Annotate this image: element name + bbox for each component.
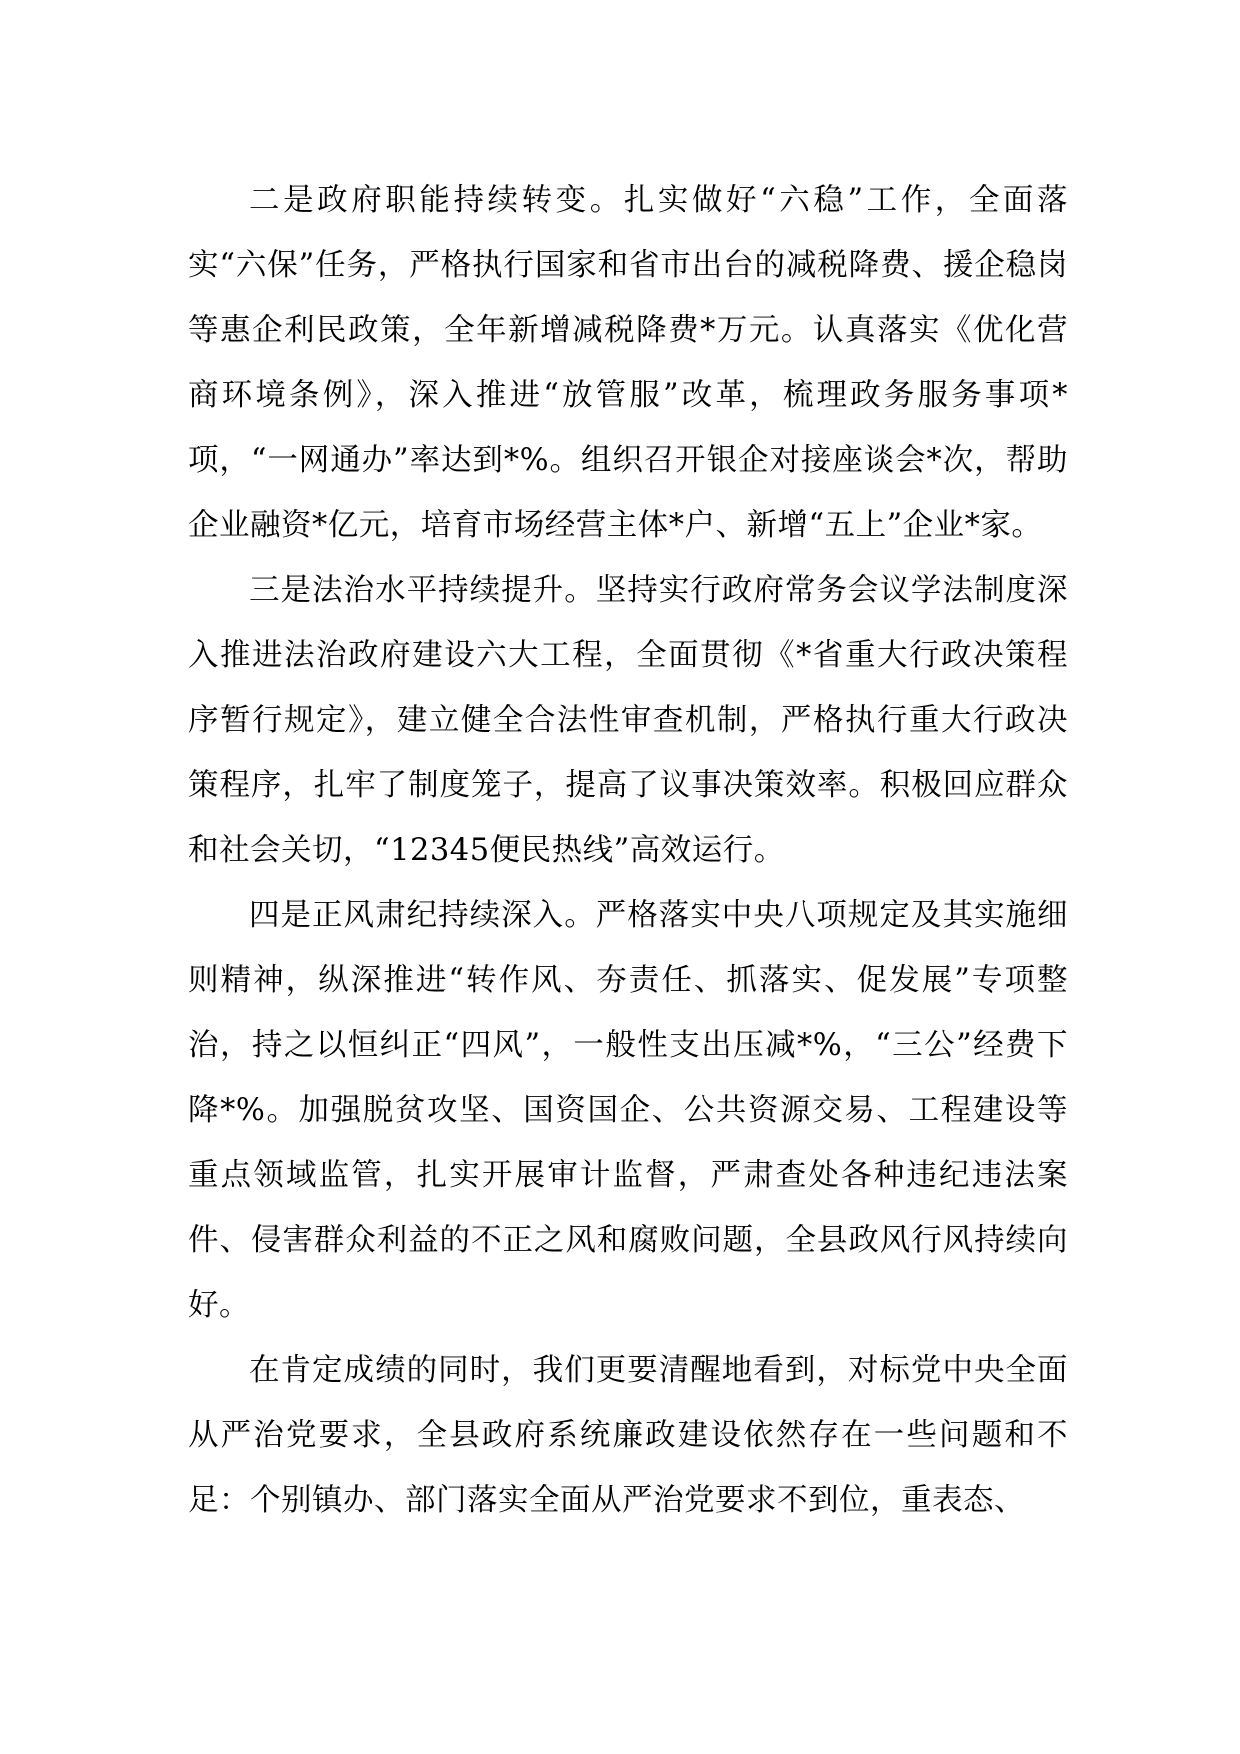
paragraph-problems: 在肯定成绩的同时，我们更要清醒地看到，对标党中央全面从严治党要求，全县政府系统廉政建设依然存在一些问题和不足：个别镇办、部门落实全面从严治党要求不到位，重表态、	[188, 1353, 1068, 1518]
paragraph-government-functions: 二是政府职能持续转变。扎实做好“六稳”工作，全面落实“六保”任务，严格执行国家和省市出台的减税降费、援企稳岗等惠企利民政策，全年新增减税降费*万元。认真落实《优化营商环境条例》，深入推进“放管服”改革，梳理政务服务事项*项，“一网通办”率达到*%。组织召开银企对接座谈会*次，帮助企业融资*亿元，培育市场经营主体*户、新增“五上”企业*家。	[188, 183, 1068, 543]
paragraph-discipline: 四是正风肃纪持续深入。严格落实中央八项规定及其实施细则精神，纵深推进“转作风、夯责任、抓落实、促发展”专项整治，持之以恒纠正“四风”，一般性支出压减*%，“三公”经费下降*%。加强脱贫攻坚、国资国企、公共资源交易、工程建设等重点领域监管，扎实开展审计监督，严肃查处各种违纪违法案件、侵害群众利益的不正之风和腐败问题，全县政风行风持续向好。	[188, 898, 1068, 1323]
paragraph-rule-of-law: 三是法治水平持续提升。坚持实行政府常务会议学法制度深入推进法治政府建设六大工程，全面贯彻《*省重大行政决策程序暂行规定》，建立健全合法性审查机制，严格执行重大行政决策程序，扎牢了制度笼子，提高了议事决策效率。积极回应群众和社会关切，“12345便民热线”高效运行。	[188, 573, 1068, 868]
document-body	[188, 168, 1068, 1533]
